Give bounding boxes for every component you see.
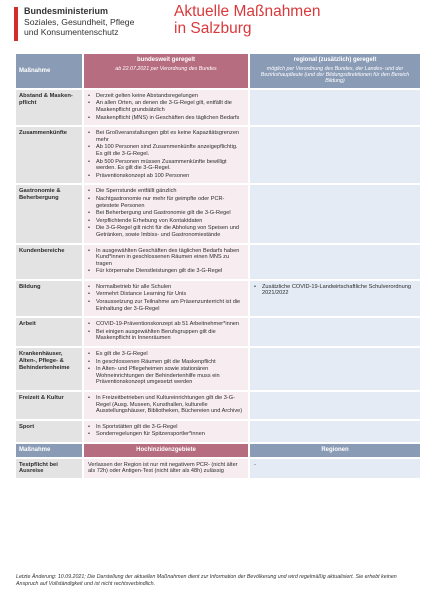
federal-list: [87, 395, 245, 415]
table-body: [16, 90, 420, 442]
row-category: Gastronomie & Beherbergung: [16, 185, 82, 242]
row-category: Freizeit & Kultur: [16, 392, 82, 419]
list-item: • In Freizeitbetrieben und Kultureinrichtungen gilt die 3-G-Regel (Ausg. Museen, Kunsthallen, kulturelle Ausstellungshäuser, Bibliotheken, Büchereien und Archive): [87, 395, 245, 415]
list-item: • Normalbetrieb für alle Schulen: [87, 284, 245, 291]
footer-note: Letzte Änderung: 10.09.2021; Die Darstellung der aktuellen Maßnahmen dient zur Information der Bevölkerung und wird regelmäßig aktualisiert. Sie erhebt keinen Anspruch auf Vollständigkeit und ist nicht rechtsverbindlich.: [16, 574, 397, 587]
federal-list: [87, 321, 245, 342]
table-row: [16, 127, 420, 183]
regional-cell: -: [250, 459, 420, 479]
list-item: • COVID-19-Präventionskonzept ab 51 Arbeitnehmer*innen: [87, 321, 245, 328]
list-item: • An allen Orten, an denen die 3-G-Regel gilt, entfällt die Maskenpflicht grundsätzlich: [87, 100, 245, 113]
table-row: [16, 90, 420, 125]
federal-cell: [84, 245, 248, 279]
list-item: • Sonderregelungen für Spitzensportler*innen: [87, 431, 245, 438]
list-item: • Es gilt die 3-G-Regel: [87, 351, 245, 358]
list-item: • Die Sperrstunde entfällt gänzlich: [87, 188, 245, 195]
federal-list: [87, 248, 245, 275]
list-item: • Ab 500 Personen müssen Zusammenkünfte bewilligt werden. Es gilt die 3-G-Regel.: [87, 159, 245, 172]
federal-list: [87, 424, 245, 438]
federal-cell: Verlassen der Region ist nur mit negativem PCR- (nicht älter als 72h) oder Antigen-Test (nicht älter als 48h) zulässig: [84, 459, 248, 479]
row-category: Kundenbereiche: [16, 245, 82, 279]
list-item: • Verpflichtende Erhebung von Kontaktdaten: [87, 218, 245, 225]
list-item: • Zusätzliche COVID-19-Landwirtschaftliche Schulverordnung 2021/2022: [253, 284, 417, 297]
list-item: • Ab 100 Personen sind Zusammenkünfte anzeigepflichtig. Es gilt die 3-G-Regel.: [87, 144, 245, 157]
table-row: [16, 392, 420, 419]
measures-table-wrapper: [14, 52, 420, 564]
federal-cell: [84, 318, 248, 346]
list-item: • Bei Beherbergung und Gastronomie gilt die 3-G-Regel: [87, 210, 245, 217]
list-item: • In Alten- und Pflegeheimen sowie stationären Wohneinrichtungen der Behindertenhilfe muss ein Präventionskonzept umgesetzt werden: [87, 366, 245, 386]
list-item: • Für körpernahe Dienstleistungen gilt die 3-G-Regel: [87, 268, 245, 275]
regional-header-title: regional (zusätzlich) geregelt: [293, 57, 377, 63]
federal-cell: [84, 185, 248, 242]
list-item: • Nachtgastronomie nur mehr für geimpfte oder PCR-getestete Personen: [87, 196, 245, 209]
row-category: Abstand & Masken-pflicht: [16, 90, 82, 125]
row-category: Bildung: [16, 281, 82, 316]
ministry-line-3: und Konsumentenschutz: [24, 27, 119, 37]
table-row: [16, 185, 420, 242]
table-row: [16, 348, 420, 390]
regional-cell: [250, 281, 420, 316]
table-row: [16, 245, 420, 279]
column-header-measure: Maßnahme: [16, 54, 82, 88]
row-category: Testpflicht bei Ausreise: [16, 459, 82, 479]
federal-list: [87, 351, 245, 386]
list-item: • In Sportstätten gilt die 3-G-Regel: [87, 424, 245, 431]
flag-bar-icon: [14, 7, 18, 41]
section-header-measure: Maßnahme: [16, 444, 82, 457]
federal-cell: [84, 348, 248, 390]
federal-cell: [84, 281, 248, 316]
federal-cell: [84, 127, 248, 183]
section-header-high-incidence: Hochinzidenzgebiete: [84, 444, 248, 457]
row-category: Arbeit: [16, 318, 82, 346]
regional-list: [253, 284, 417, 297]
list-item: • In ausgewählten Geschäften des täglichen Bedarfs haben Kund*innen in geschlossenen Räumen einen MNS zu tragen: [87, 248, 245, 268]
table-row: [16, 281, 420, 316]
ministry-line-2: Soziales, Gesundheit, Pflege: [24, 16, 135, 27]
federal-header-title: bundesweit geregelt: [136, 57, 195, 63]
ministry-name: [24, 6, 134, 41]
list-item: • Maskenpflicht (MNS) in Geschäften des täglichen Bedarfs: [87, 115, 245, 122]
list-item: • Bei einigen ausgewählten Berufsgruppen gilt die Maskenpflicht in Innenräumen: [87, 329, 245, 342]
table-header-row: [16, 54, 420, 88]
table-row: [16, 459, 420, 479]
column-header-regional: [250, 54, 420, 88]
federal-list: [87, 188, 245, 238]
regional-cell: [250, 127, 420, 183]
page-title-line-1: Aktuelle Maßnahmen: [174, 3, 321, 20]
federal-list: [87, 130, 245, 179]
federal-list: [87, 93, 245, 121]
section-header-regions: Regionen: [250, 444, 420, 457]
regional-cell: [250, 392, 420, 419]
federal-cell: [84, 392, 248, 419]
regional-cell: [250, 348, 420, 390]
list-item: • Bei Großveranstaltungen gibt es keine Kapazitätsgrenzen mehr: [87, 130, 245, 143]
list-item: • In geschlossenen Räumen gilt die Maskenpflicht: [87, 359, 245, 366]
federal-list: [87, 284, 245, 312]
regional-cell: [250, 90, 420, 125]
table-row: [16, 421, 420, 442]
federal-header-subtitle: ab 22.07.2021 per Verordnung des Bundes: [115, 65, 217, 72]
page-title: [174, 3, 320, 37]
ministry-line-1: Bundesministerium: [24, 6, 109, 16]
regional-header-subtitle: möglich per Verordnung des Bundes, der Landes- und der Bezirkshauptleute (und der Bildungsdirektionen für den Bereich Bildung): [260, 65, 410, 85]
list-item: • Die 3-G-Regel gilt nicht für die Abholung von Speisen und Getränken, sowie Imbiss- und Gastronomiestände: [87, 225, 245, 238]
regional-cell: [250, 318, 420, 346]
regional-cell: [250, 185, 420, 242]
list-item: • Präventionskonzept ab 100 Personen: [87, 173, 245, 180]
list-item: • Voraussetzung zur Teilnahme am Präsenzunterricht ist die Einhaltung der 3-G-Regel: [87, 299, 245, 312]
ministry-logo: [14, 6, 134, 41]
measures-table: [14, 52, 422, 480]
column-header-federal: [84, 54, 248, 88]
page-header: [0, 0, 434, 50]
row-category: Zusammenkünfte: [16, 127, 82, 183]
table-row: [16, 318, 420, 346]
regional-cell: [250, 245, 420, 279]
row-category: Krankenhäuser, Alten-, Pflege- & Behindertenheime: [16, 348, 82, 390]
federal-cell: [84, 90, 248, 125]
federal-cell: [84, 421, 248, 442]
list-item: • Vermehrt Distance Learning für Unis: [87, 291, 245, 298]
regional-cell: [250, 421, 420, 442]
section-header-row: [16, 444, 420, 457]
list-item: • Derzeit gelten keine Abstandsregelungen: [87, 93, 245, 100]
row-category: Sport: [16, 421, 82, 442]
page-title-line-2: in Salzburg: [174, 20, 252, 37]
